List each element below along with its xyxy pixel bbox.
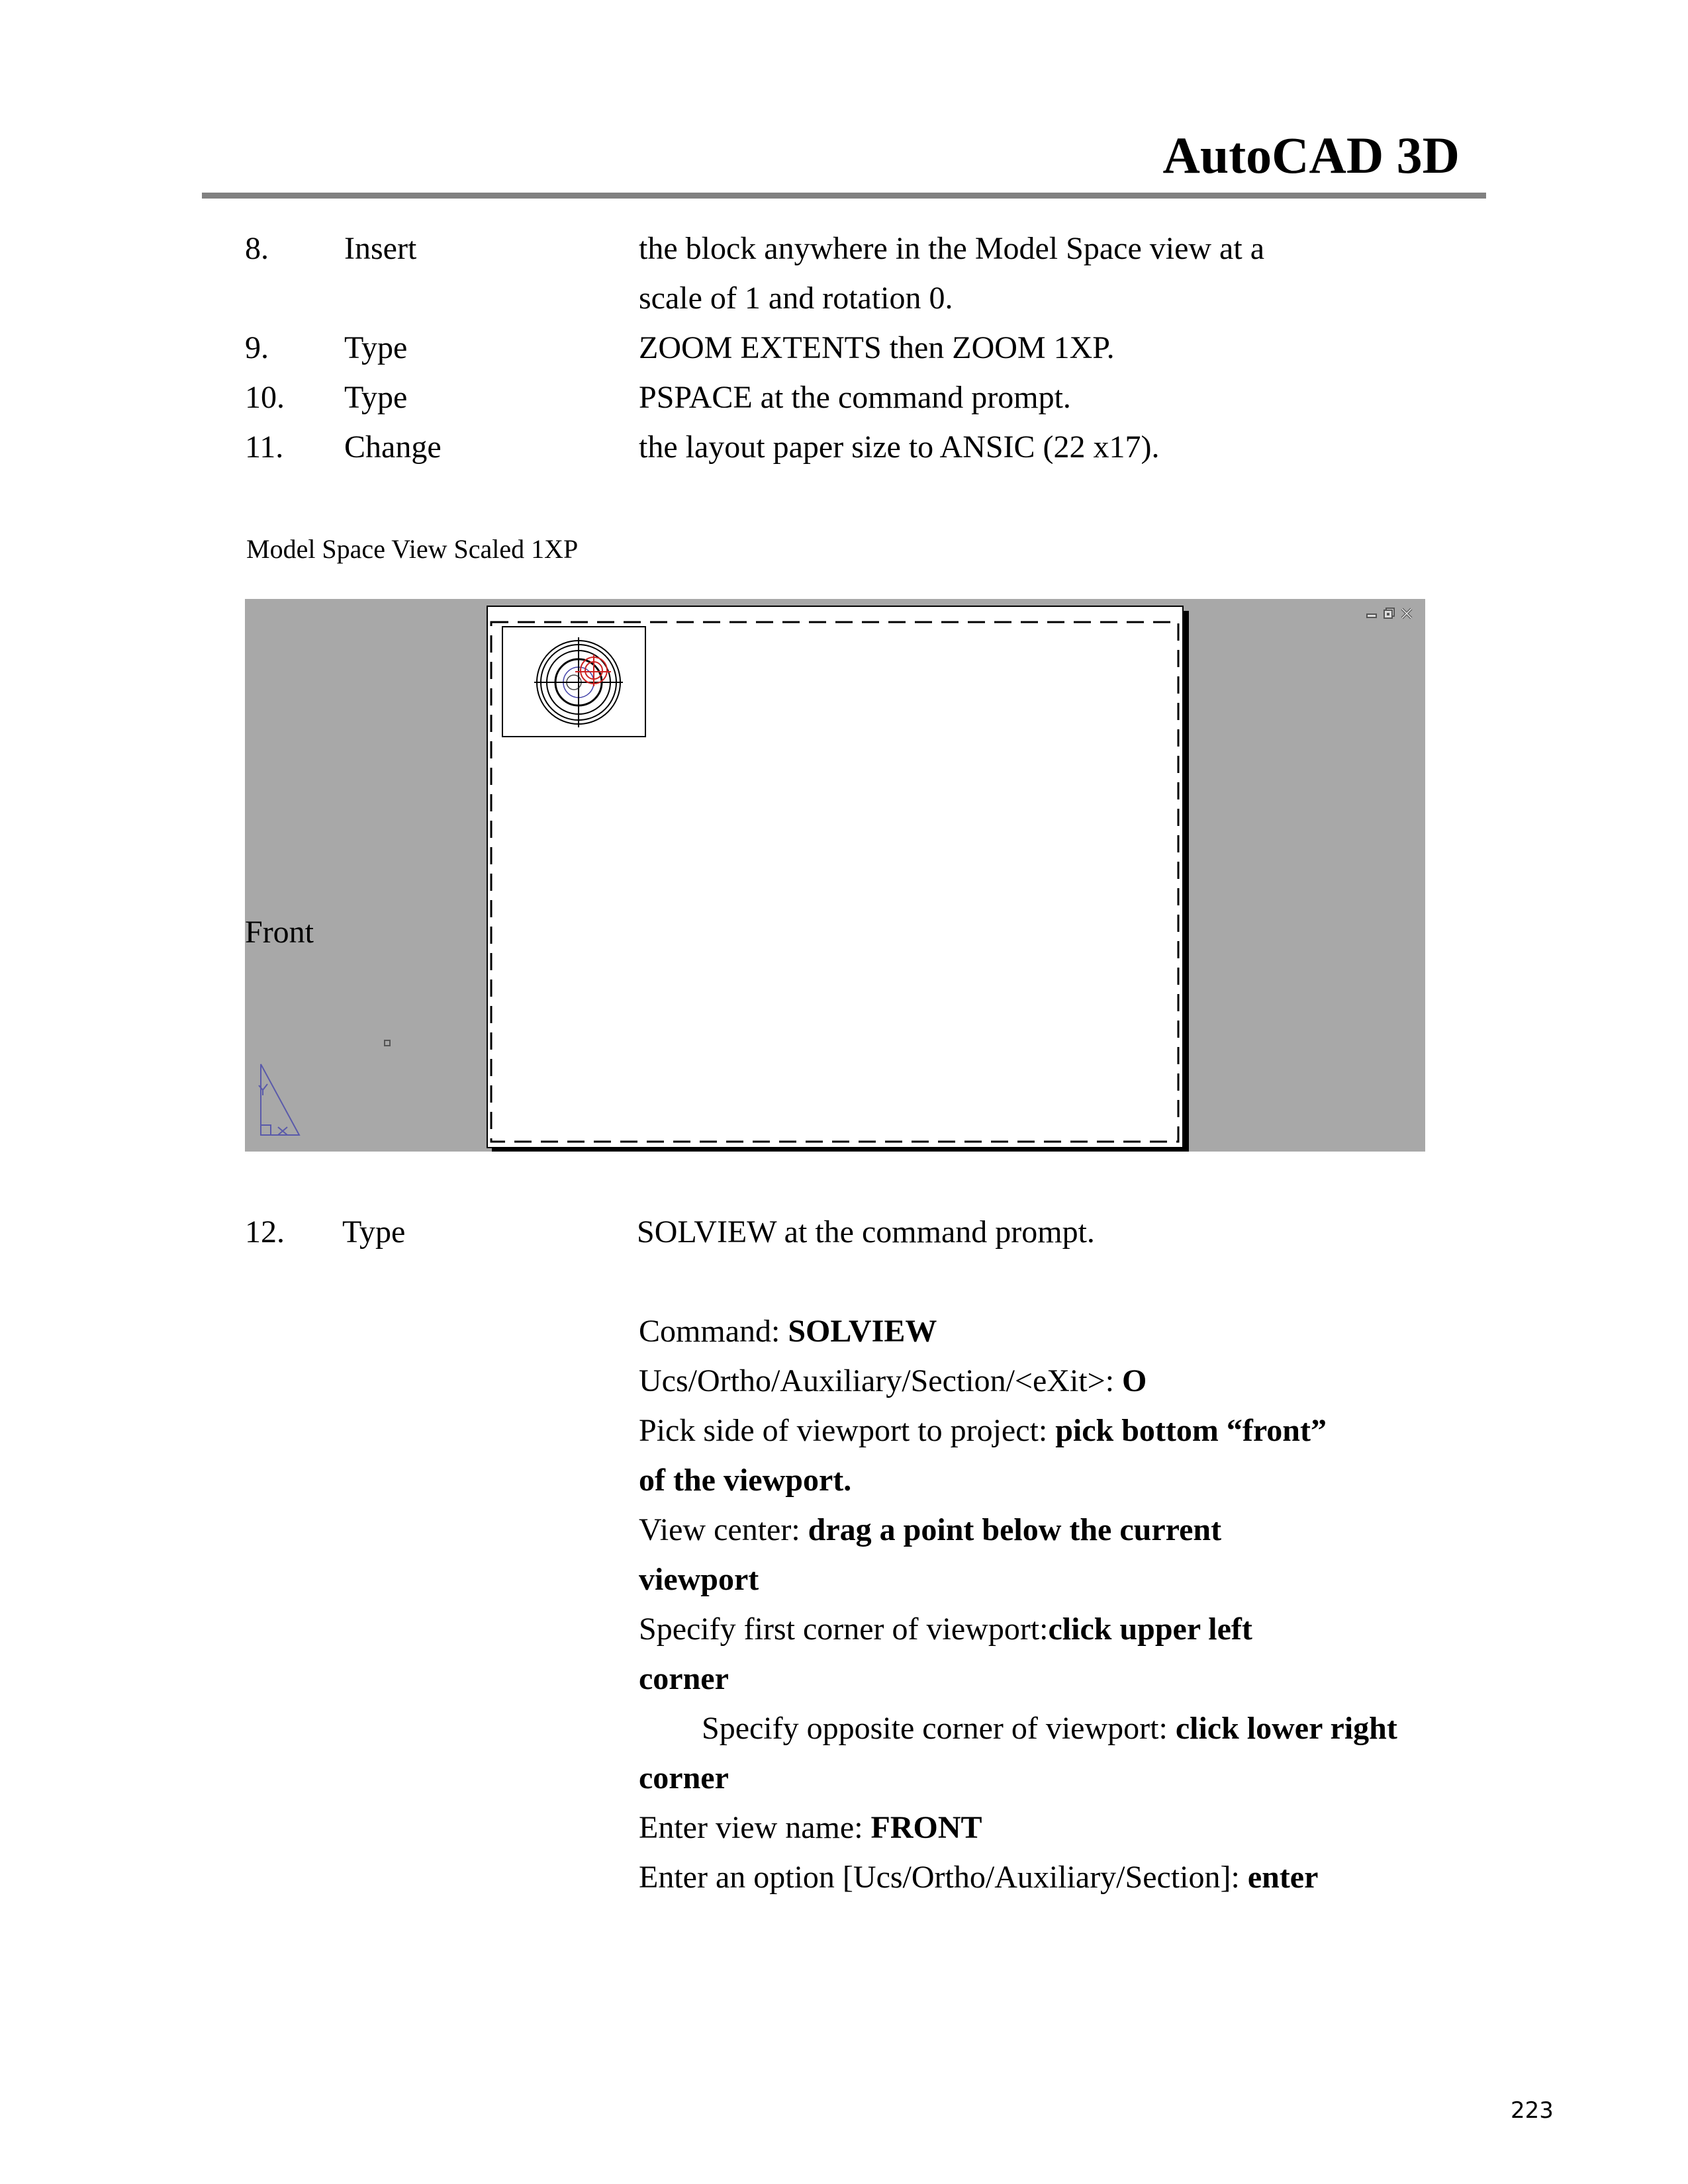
command-prompt: Enter an option [Ucs/Ortho/Auxiliary/Section]: <box>639 1860 1248 1895</box>
command-input: enter <box>1247 1860 1319 1895</box>
command-input: FRONT <box>870 1810 982 1845</box>
command-prompt: View center: <box>639 1512 808 1547</box>
command-input: corner <box>639 1661 729 1696</box>
command-line <box>639 1316 937 1347</box>
view-label: Front <box>245 915 314 950</box>
command-input: pick bottom “front” <box>1055 1413 1327 1448</box>
command-prompt: Ucs/Ortho/Auxiliary/Section/<eXit>: <box>639 1363 1123 1398</box>
minimize-icon[interactable] <box>1366 607 1379 620</box>
block-drawing[interactable] <box>501 625 660 758</box>
step-number: 8. <box>245 231 269 266</box>
step-description: ZOOM EXTENTS then ZOOM 1XP. <box>639 330 1115 365</box>
command-line <box>639 1762 729 1794</box>
step-description: the layout paper size to ANSIC (22 x17). <box>639 430 1160 465</box>
command-input: SOLVIEW <box>788 1314 937 1349</box>
ucs-icon <box>253 1059 306 1142</box>
command-prompt: Specify opposite corner of viewport: <box>702 1711 1176 1746</box>
header-rule <box>202 193 1486 199</box>
command-input: corner <box>639 1760 729 1796</box>
command-line <box>639 1862 1318 1893</box>
command-prompt: Command: <box>639 1314 788 1349</box>
command-line <box>639 1465 851 1496</box>
layout-paper[interactable] <box>487 606 1184 1148</box>
step-description: SOLVIEW at the command prompt. <box>637 1214 1095 1250</box>
step-action: Type <box>342 1214 406 1250</box>
command-line <box>639 1812 982 1844</box>
command-input: drag a point below the current <box>808 1512 1222 1547</box>
command-line <box>639 1564 759 1596</box>
command-prompt: Specify first corner of viewport: <box>639 1612 1049 1647</box>
pickbox-icon <box>384 1040 391 1046</box>
command-line <box>639 1614 1252 1645</box>
window-controls <box>1366 607 1413 620</box>
figure-caption: Model Space View Scaled 1XP <box>246 534 579 564</box>
step-number: 9. <box>245 330 269 365</box>
cad-layout-screenshot <box>245 599 1425 1152</box>
command-line <box>639 1514 1221 1546</box>
step-number: 12. <box>245 1214 285 1250</box>
page-header-title: AutoCAD 3D <box>1162 126 1460 184</box>
close-icon[interactable] <box>1400 607 1413 620</box>
step-action: Type <box>344 330 408 365</box>
command-line <box>702 1713 1397 1745</box>
command-line <box>639 1365 1147 1397</box>
command-prompt: Enter view name: <box>639 1810 871 1845</box>
step-description: scale of 1 and rotation 0. <box>639 281 953 316</box>
command-line <box>639 1663 729 1695</box>
command-line <box>639 1415 1327 1447</box>
step-description: the block anywhere in the Model Space view at a <box>639 231 1264 266</box>
step-action: Change <box>344 430 442 465</box>
command-input: viewport <box>639 1562 759 1597</box>
step-action: Type <box>344 380 408 415</box>
step-action: Insert <box>344 231 417 266</box>
command-input: click lower right <box>1175 1711 1397 1746</box>
step-description: PSPACE at the command prompt. <box>639 380 1071 415</box>
step-number: 11. <box>245 430 284 465</box>
command-input: of the viewport. <box>639 1463 852 1498</box>
command-input: click upper left <box>1048 1612 1252 1647</box>
command-input: O <box>1122 1363 1147 1398</box>
restore-icon[interactable] <box>1383 607 1396 620</box>
step-number: 10. <box>245 380 285 415</box>
command-prompt: Pick side of viewport to project: <box>639 1413 1056 1448</box>
page-number: 223 <box>1511 2097 1554 2124</box>
